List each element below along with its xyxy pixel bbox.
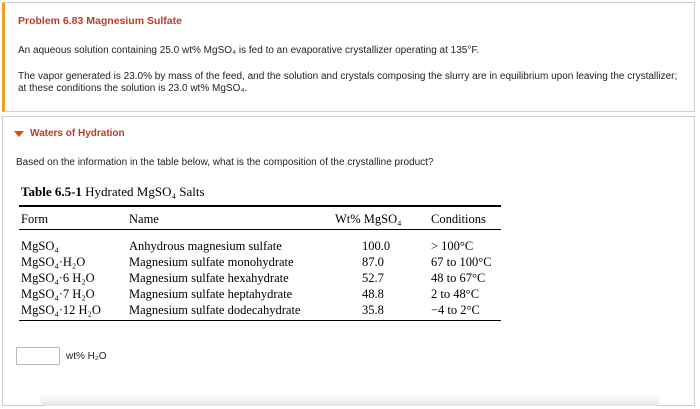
section-title[interactable]: Waters of Hydration [30, 128, 125, 139]
table-row [19, 303, 501, 318]
table-caption-number: Table 6.5-1 [21, 184, 82, 199]
question-text: Based on the information in the table below, what is the composition of the crystalline product? [16, 157, 434, 168]
table-caption [21, 184, 205, 200]
cell-conditions: 67 to 100°C [431, 255, 492, 269]
cell-wt: 52.7 [362, 271, 384, 285]
cell-name: Magnesium sulfate dodecahydrate [129, 303, 301, 317]
table-rule-bottom [19, 320, 501, 321]
cell-conditions: 48 to 67°C [431, 271, 486, 285]
cell-form: MgSO₄·12 H₂O [21, 303, 101, 317]
answer-input[interactable] [16, 347, 60, 365]
section-header[interactable] [14, 128, 125, 139]
cell-name: Anhydrous magnesium sulfate [129, 239, 282, 253]
header-wt: Wt% MgSO₄ [335, 212, 402, 226]
header-form: Form [21, 212, 49, 226]
cell-conditions: 2 to 48°C [431, 287, 480, 301]
answer-row [16, 347, 107, 365]
question-panel [2, 116, 695, 406]
cell-conditions: −4 to 2°C [431, 303, 480, 317]
table-row [19, 287, 501, 302]
cell-wt: 87.0 [362, 255, 384, 269]
header-name: Name [129, 212, 159, 226]
table-rule-mid [19, 229, 501, 230]
answer-unit: wt% H₂O [66, 350, 107, 362]
bottom-shadow [40, 394, 660, 406]
problem-panel [2, 2, 695, 112]
caret-down-icon[interactable] [14, 131, 24, 137]
problem-statement-1: An aqueous solution containing 25.0 wt% MgSO₄ is fed to an evaporative crystallizer operating at 135°F. [18, 45, 480, 56]
cell-form: MgSO₄·H₂O [21, 255, 86, 269]
cell-name: Magnesium sulfate heptahydrate [129, 287, 293, 301]
cell-name: Magnesium sulfate monohydrate [129, 255, 294, 269]
problem-statement-2: The vapor generated is 23.0% by mass of the feed, and the solution and crystals composing the slurry are in equilibrium upon leaving the crystallizer; at these conditions the solution is 23.0 wt% MgSO₄. [18, 71, 678, 94]
cell-form: MgSO₄ [21, 239, 59, 253]
cell-form: MgSO₄·6 H₂O [21, 271, 95, 285]
cell-conditions: > 100°C [431, 239, 474, 253]
problem-title: Problem 6.83 Magnesium Sulfate [18, 15, 182, 27]
cell-wt: 48.8 [362, 287, 384, 301]
table-caption-text: Hydrated MgSO₄ Salts [85, 184, 205, 199]
table-row [19, 271, 501, 286]
cell-form: MgSO₄·7 H₂O [21, 287, 95, 301]
table-rule-top [19, 205, 501, 207]
table-row [19, 255, 501, 270]
cell-name: Magnesium sulfate hexahydrate [129, 271, 289, 285]
cell-wt: 100.0 [362, 239, 391, 253]
header-conditions: Conditions [431, 212, 486, 226]
cell-wt: 35.8 [362, 303, 384, 317]
table-row [19, 239, 501, 254]
